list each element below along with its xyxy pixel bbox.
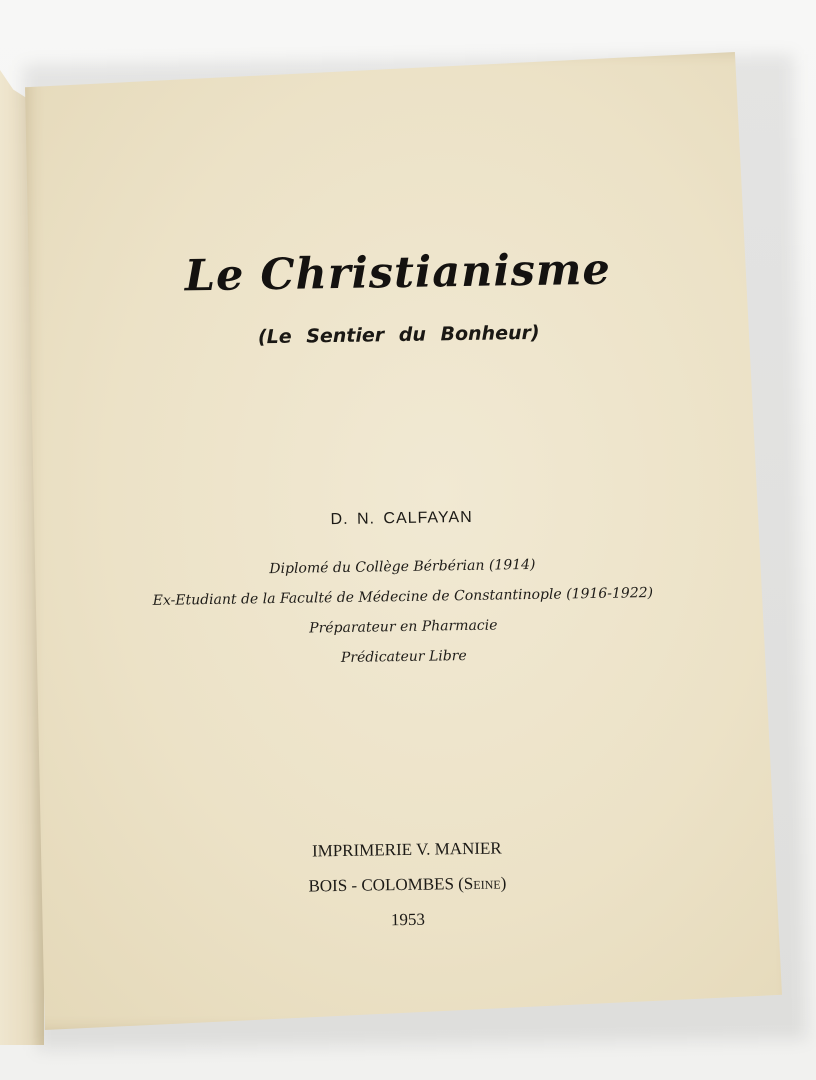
imprint: [27, 826, 789, 943]
book-title: Le Christianisme: [184, 244, 612, 302]
printer-city: BOIS - COLOMBES: [308, 874, 455, 896]
printer-region: (Seine): [458, 873, 507, 894]
author-credentials: [22, 546, 784, 678]
author-name: D. N. CALFAYAN: [330, 508, 473, 529]
printer-name: IMPRIMERIE V. MANIER: [311, 838, 502, 861]
title-page-content: [14, 46, 789, 1036]
publication-year: 1953: [390, 909, 426, 930]
credential-line: Ex-Etudiant de la Faculté de Médecine de Constantinople (1916-1922): [152, 585, 654, 609]
credential-line: Diplomé du Collège Bérbérian (1914): [269, 556, 536, 578]
credential-line: Préparateur en Pharmacie: [309, 617, 498, 637]
book-subtitle: (Le Sentier du Bonheur): [257, 321, 540, 349]
credential-line: Prédicateur Libre: [340, 647, 467, 666]
